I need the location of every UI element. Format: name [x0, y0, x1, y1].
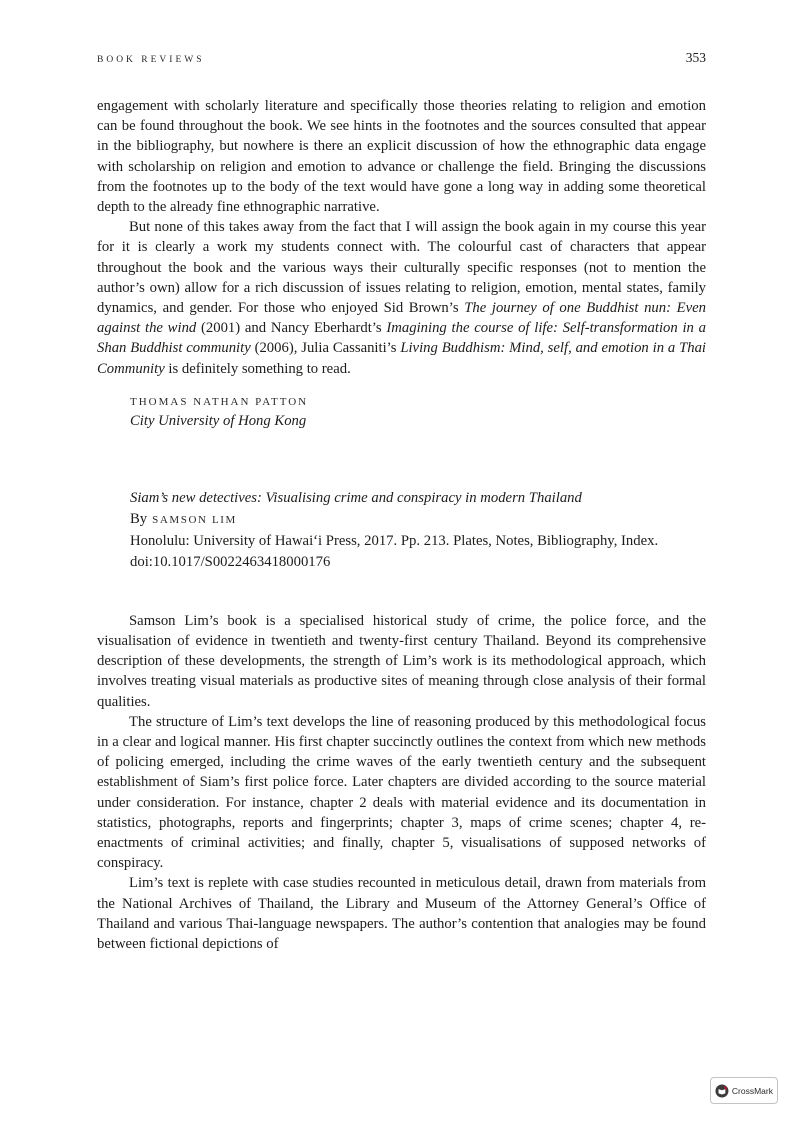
reviewer-name: THOMAS NATHAN PATTON [130, 395, 309, 408]
paragraph-text: (2001) and Nancy Eberhardt’s [196, 320, 387, 337]
cited-book-title: Living Buddhism: Mind, self, and emotion in a Thai Community [97, 340, 707, 377]
paragraph-text: But none of this takes away from the fact that I will assign the book again in my course this year for it is clearly a work my students connect with. The colourful cast of characters that appear throughout the book and the various ways their culturally specific responses (not to mention the author’s own) allow for a rich discussion of issues relating to religion, emotion, mental states, family dynamics, and gender. For those who enjoyed Sid Brown’s [97, 219, 706, 317]
running-title: BOOK REVIEWS [97, 55, 205, 65]
review1-paragraph-2 [97, 217, 706, 379]
cited-book-title: Imagining the course of life: Self-transformation in a Shan Buddhist community [97, 320, 706, 357]
review2-author: SAMSON LIM [152, 513, 237, 526]
review2-paragraph-1: Samson Lim’s book is a specialised historical study of crime, the police force, and the visualisation of evidence in twentieth and twenty-first century Thailand. Beyond its comprehensive description of these developments, the strength of Lim’s work is its methodological approach, which involves treating visual materials as productive sites of meaning through close analysis of their formal qualities. [97, 612, 706, 710]
by-label: By [130, 510, 148, 527]
review2-byline [130, 509, 706, 531]
review2-title-line [130, 488, 706, 509]
crossmark-icon [715, 1082, 729, 1100]
reviewer-affiliation: City University of Hong Kong [130, 412, 307, 429]
review1-paragraph-1: engagement with scholarly literature and specifically those theories relating to religion and emotion can be found throughout the book. We see hints in the footnotes and the sources consulted that appear in the bibliography, but nowhere is there an explicit discussion of how the ethnographic data engage with scholarship on religion and emotion to advance or challenge the field. Bringing the discussions from the footnotes up to the body of the text would have gone a long way in adding some theoretical depth to the already fine ethnographic narrative. [97, 98, 706, 216]
page-number: 353 [685, 50, 706, 65]
review2-title: Siam’s new detectives: Visualising crime and conspiracy in modern Thailand [130, 489, 582, 506]
running-head [97, 50, 706, 66]
review2-paragraph-3: Lim’s text is replete with case studies recounted in meticulous detail, drawn from materials from the National Archives of Thailand, the Library and Museum of the Attorney General’s Office of Thailand and various Thai-language newspapers. The author’s contention that analogies may be found between fictional depictions of [97, 875, 706, 953]
text-column [97, 96, 706, 954]
cited-book-title: The journey of one Buddhist nun: Even against the wind [97, 300, 706, 337]
paragraph-text: (2006), Julia Cassaniti’s [250, 340, 401, 357]
review2-paragraph-2: The structure of Lim’s text develops the line of reasoning produced by this methodological focus in a clear and logical manner. His first chapter succinctly outlines the context from which new methods of policing emerged, including the crime waves of the early twentieth century and the subsequent establishment of Siam’s first police force. Later chapters are divided according to the source material under consideration. For instance, chapter 2 deals with material evidence and its documentation in statistics, photographs, reports and fingerprints; chapter 3, maps of crime scenes; chapter 4, re-enactments of criminal activities; and finally, chapter 5, visualisations of supposed networks of conspiracy. [97, 713, 706, 872]
review2-header [130, 488, 706, 573]
reviewer-signature [130, 394, 706, 431]
paragraph-text: is definitely something to read. [164, 360, 351, 377]
crossmark-badge[interactable] [710, 1077, 778, 1104]
crossmark-label: CrossMark [731, 1085, 773, 1096]
review2-doi: doi:10.1017/S0022463418000176 [130, 553, 331, 570]
review2-imprint: Honolulu: University of Hawai‘i Press, 2017. Pp. 213. Plates, Notes, Bibliography, Index. [130, 532, 659, 549]
